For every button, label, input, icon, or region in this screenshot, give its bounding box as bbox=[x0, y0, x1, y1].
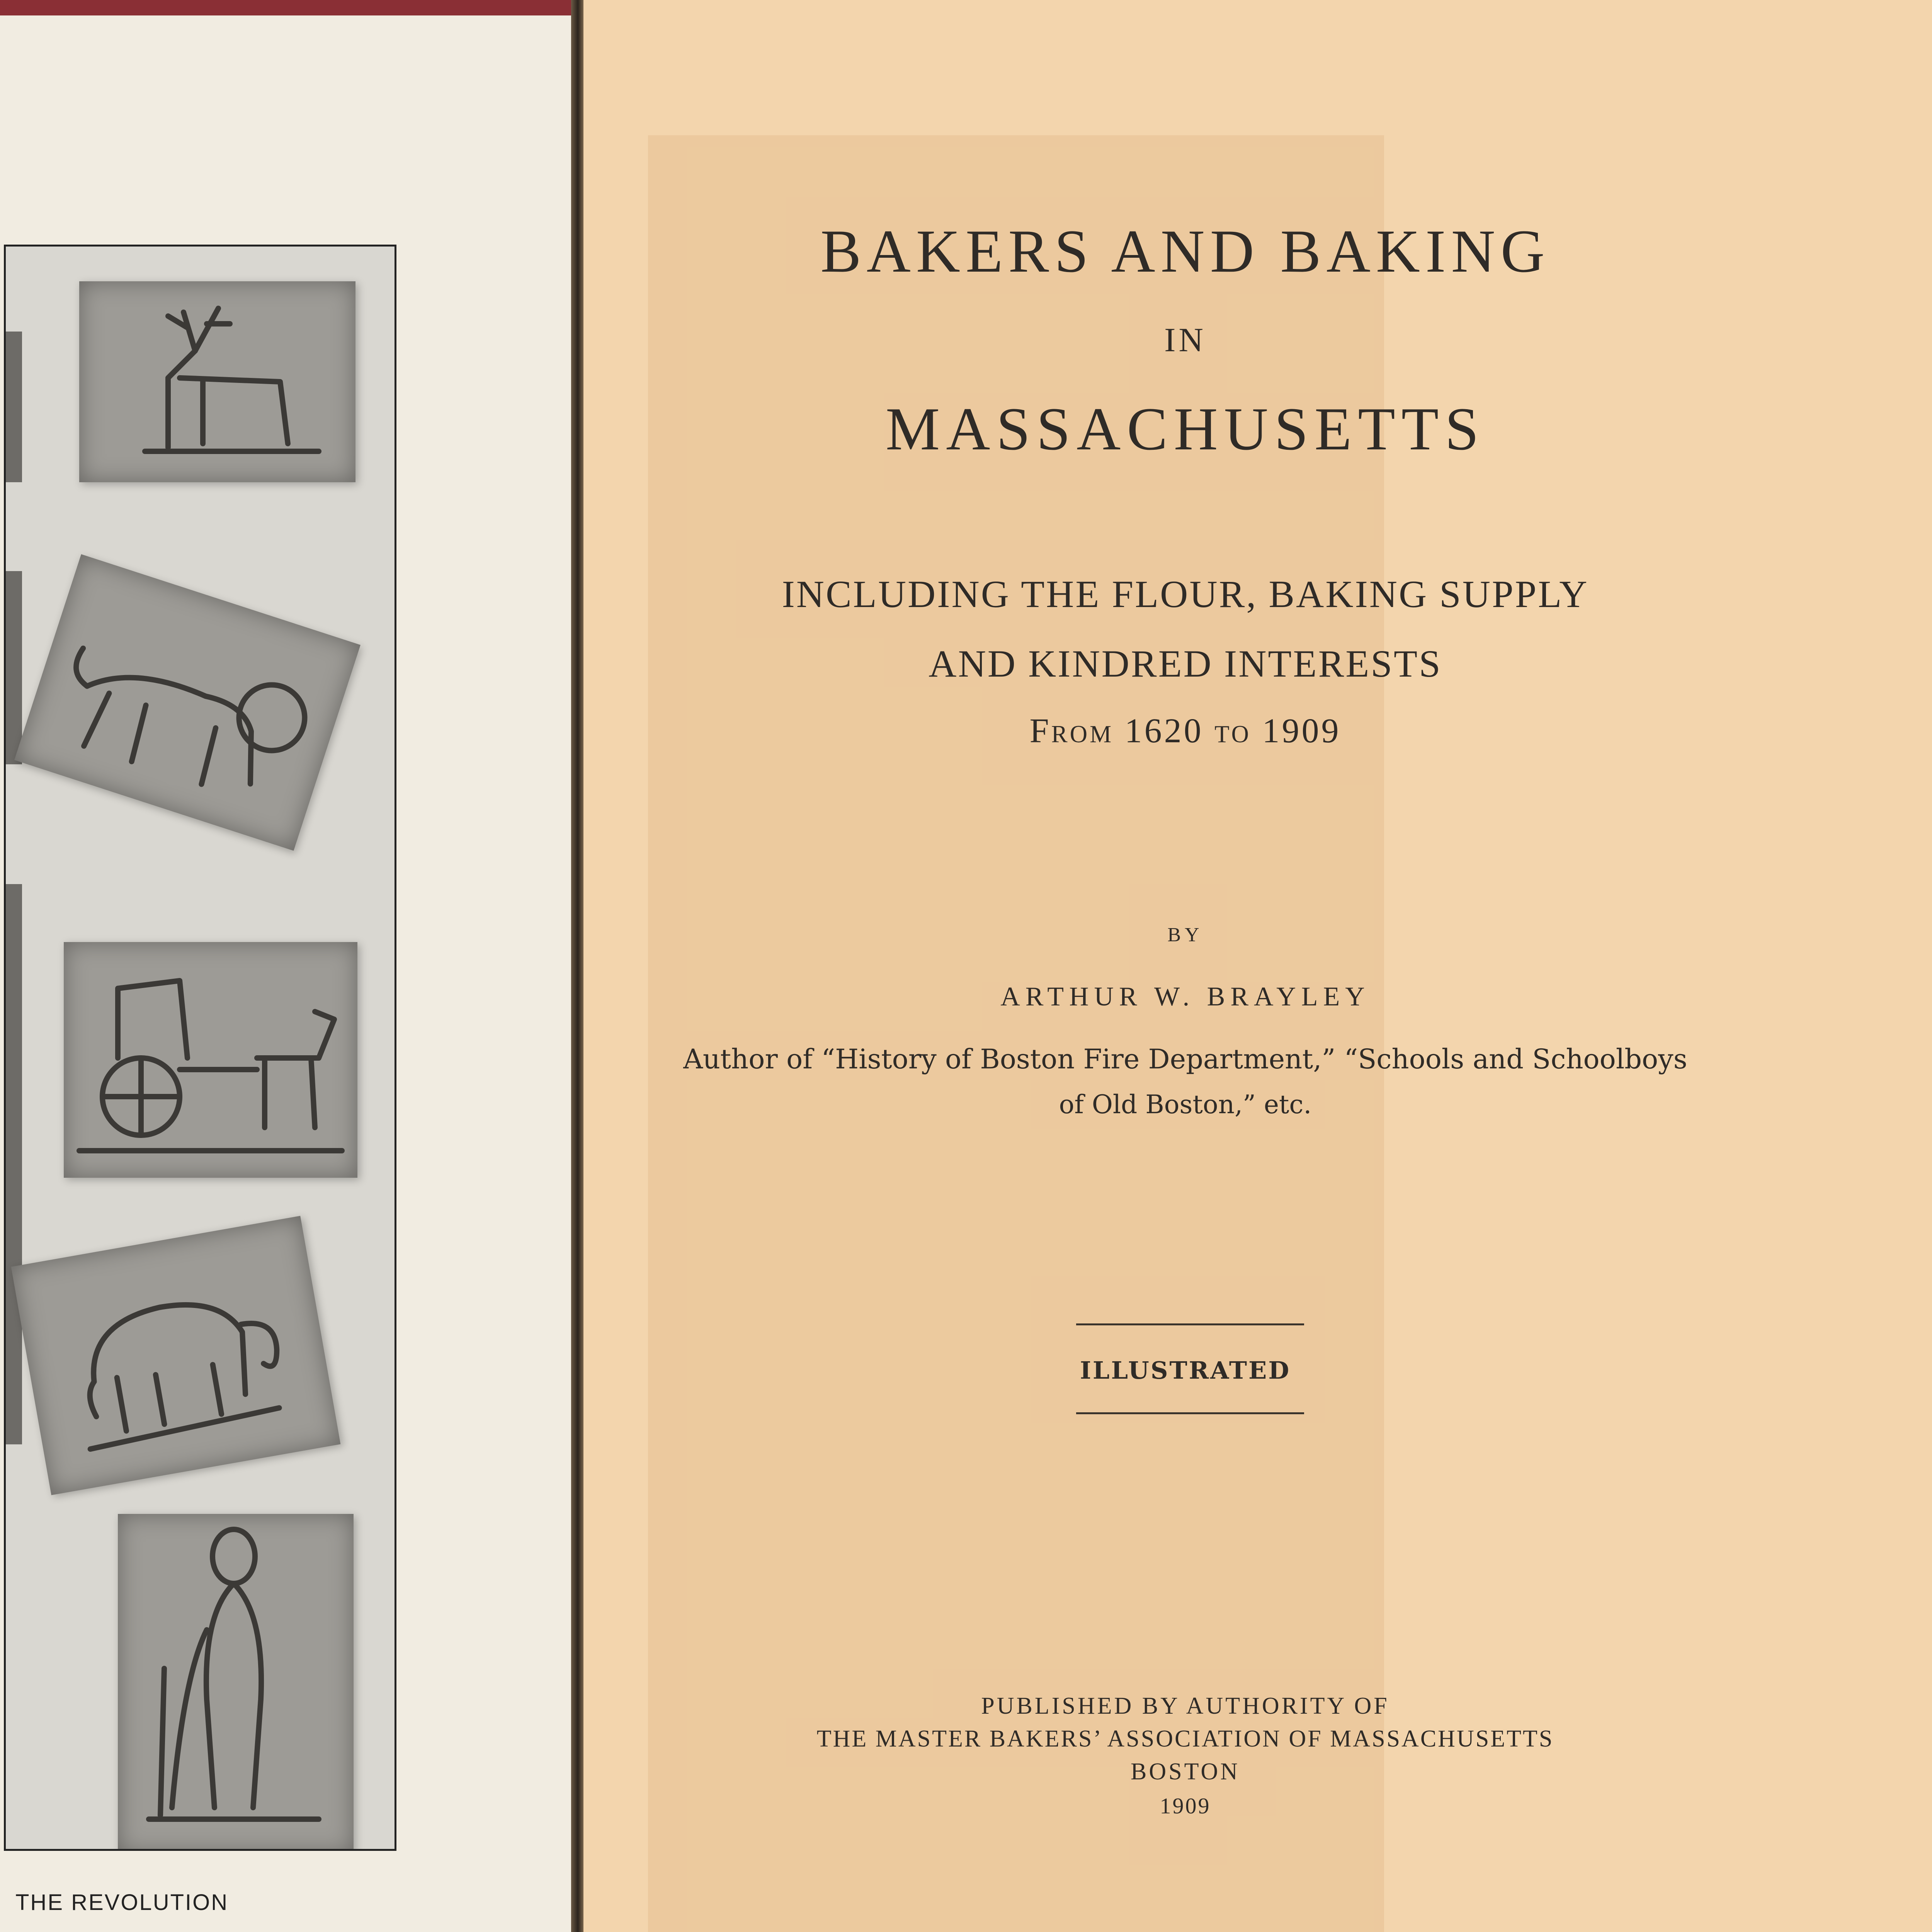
elephant-mold bbox=[11, 1216, 341, 1495]
frontispiece-page bbox=[0, 15, 571, 1932]
subtitle-line-2: AND KINDRED INTERESTS bbox=[929, 642, 1442, 685]
standing-figure-icon bbox=[118, 1514, 354, 1851]
illustrated-label: ILLUSTRATED bbox=[1080, 1356, 1291, 1384]
plate-caption: THE REVOLUTION bbox=[15, 1890, 229, 1915]
author-credits-line-2: of Old Boston,” etc. bbox=[1059, 1090, 1312, 1119]
title-connector: IN bbox=[1164, 321, 1206, 359]
horse-carriage-icon bbox=[64, 942, 357, 1178]
rule-top bbox=[1076, 1323, 1304, 1325]
book-title-location: MASSACHUSETTS bbox=[885, 395, 1485, 463]
book-title: BAKERS AND BAKING bbox=[820, 218, 1550, 285]
lion-mold bbox=[14, 554, 361, 850]
stag-mold bbox=[79, 281, 355, 482]
publisher-line-1: PUBLISHED BY AUTHORITY OF bbox=[981, 1693, 1389, 1719]
publication-year: 1909 bbox=[1160, 1793, 1211, 1818]
author-credits-line-1: Author of “History of Boston Fire Department,” “Schools and Schoolboys bbox=[683, 1043, 1687, 1075]
date-range: From 1620 to 1909 bbox=[1029, 712, 1341, 750]
title-page bbox=[583, 0, 1932, 1932]
frontispiece-plate bbox=[4, 245, 396, 1851]
publisher-line-2: THE MASTER BAKERS’ ASSOCIATION OF MASSACHUSETTS bbox=[816, 1726, 1554, 1752]
publisher-city: BOSTON bbox=[1131, 1759, 1240, 1785]
figure-mold bbox=[118, 1514, 354, 1851]
book-gutter bbox=[571, 0, 583, 1932]
plate-edge-strip bbox=[6, 332, 22, 482]
plate-edge-strip bbox=[6, 571, 22, 764]
stag-icon bbox=[79, 281, 355, 482]
author-name: ARTHUR W. BRAYLEY bbox=[1000, 982, 1370, 1012]
subtitle-line-1: INCLUDING THE FLOUR, BAKING SUPPLY bbox=[782, 573, 1589, 616]
lion-icon bbox=[14, 554, 361, 850]
elephant-icon bbox=[11, 1216, 341, 1495]
horse-carriage-mold bbox=[64, 942, 357, 1178]
by-line: BY bbox=[1167, 924, 1203, 946]
rule-bottom bbox=[1076, 1412, 1304, 1414]
plate-edge-strip bbox=[6, 884, 22, 1444]
binding-edge-top bbox=[0, 0, 572, 15]
